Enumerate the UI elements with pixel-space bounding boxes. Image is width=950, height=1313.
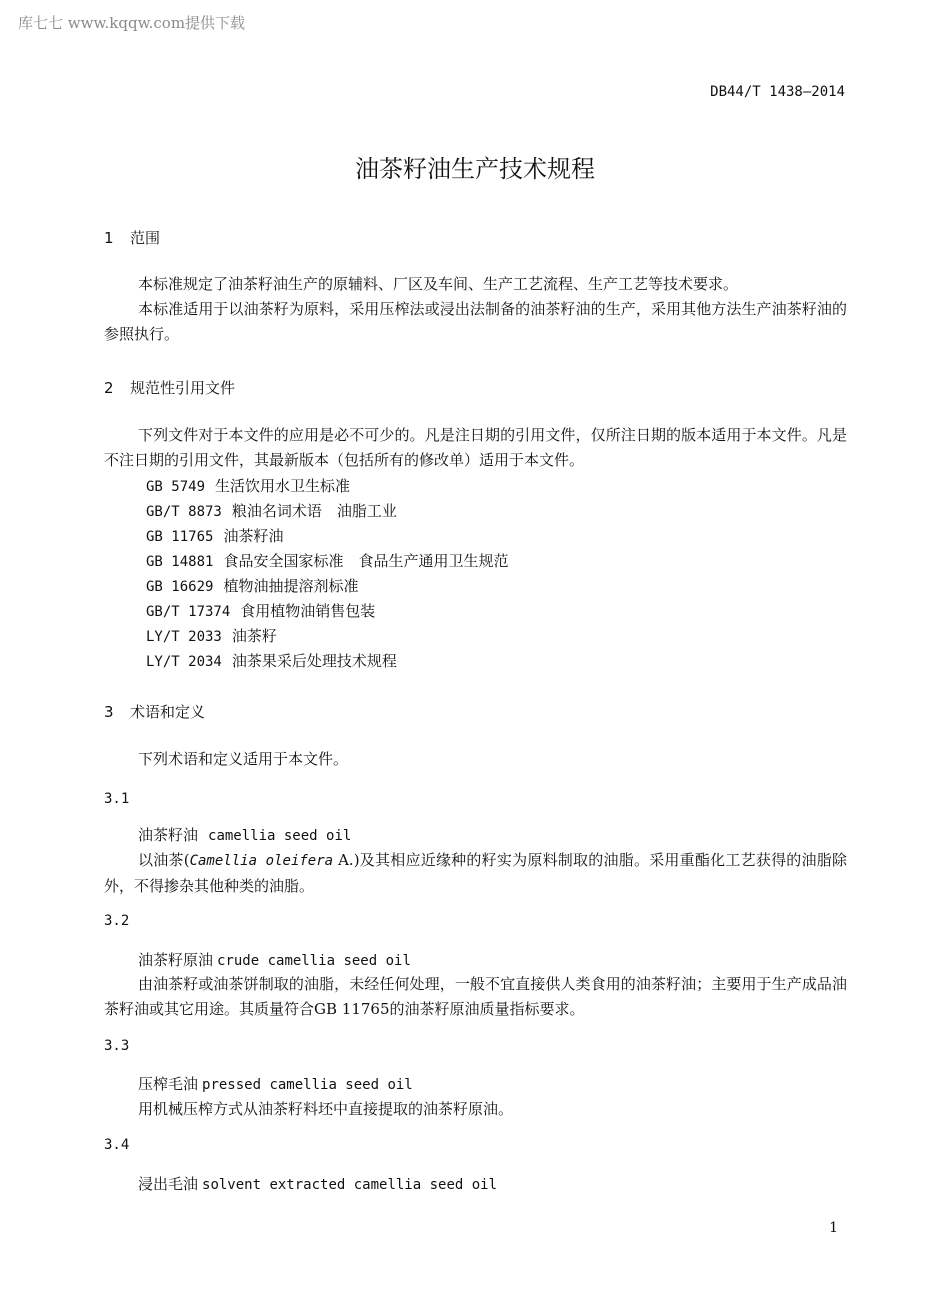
reference-code: GB/T 17374 (146, 604, 231, 620)
definition-text: A.)及其相应近缘种的籽实为原料制取的油脂。采用重酯化工艺获得的油脂除外，不得掺杂其他种类的油脂。 (104, 851, 847, 895)
reference-name: 生活饮用水卫生标准 (215, 477, 351, 495)
definition-text: 以油茶( (138, 851, 190, 869)
term-en: camellia seed oil (208, 828, 352, 844)
reference-code: GB 14881 (146, 554, 214, 570)
reference-item (146, 600, 375, 621)
term-zh: 油茶籽油 (138, 826, 199, 844)
reference-name: 食用植物油销售包装 (240, 602, 376, 620)
term-heading (138, 824, 351, 845)
latin-species-name: Camellia oleifera (189, 853, 334, 869)
reference-code: GB 11765 (146, 529, 214, 545)
term-zh: 油茶籽原油 (138, 951, 214, 969)
reference-item (146, 475, 350, 496)
term-definition: 由油茶籽或油茶饼制取的油脂，未经任何处理，一般不宜直接供人类食用的油茶籽油；主要用于生产成品油茶籽油或其它用途。其质量符合GB 11765的油茶籽原油质量指标要求。 (104, 975, 847, 1018)
reference-code: GB/T 8873 (146, 504, 222, 520)
section-title: 范围 (130, 229, 161, 247)
section-number: 2 (104, 379, 114, 397)
reference-code: LY/T 2033 (146, 629, 222, 645)
term-en: crude camellia seed oil (217, 953, 411, 969)
paragraph: 下列文件对于本文件的应用是必不可少的。凡是注日期的引用文件，仅所注日期的版本适用于本文件。凡是不注日期的引用文件，其最新版本（包括所有的修改单）适用于本文件。 (104, 426, 847, 469)
term-heading (138, 1073, 413, 1094)
section-1-heading (104, 227, 160, 248)
reference-name: 油茶籽 (231, 627, 277, 645)
section-title: 术语和定义 (130, 703, 206, 721)
reference-item (146, 550, 508, 571)
reference-item (146, 525, 283, 546)
section-number: 3 (104, 703, 114, 721)
watermark-text: 库七七 www.kqqw.com提供下载 (18, 14, 246, 32)
reference-item (146, 575, 358, 596)
term-number: 3.2 (104, 913, 130, 929)
document-title: 油茶籽油生产技术规程 (355, 155, 595, 183)
reference-name: 植物油抽提溶剂标准 (223, 577, 359, 595)
reference-item (146, 625, 277, 646)
term-en: solvent extracted camellia seed oil (202, 1177, 498, 1193)
term-number: 3.3 (104, 1038, 130, 1054)
reference-code: LY/T 2034 (146, 654, 222, 670)
section-2-heading (104, 377, 235, 398)
reference-item (146, 500, 397, 521)
term-zh: 浸出毛油 (138, 1175, 199, 1193)
reference-name: 油茶籽油 (223, 527, 284, 545)
term-en: pressed camellia seed oil (202, 1077, 413, 1093)
reference-code: GB 5749 (146, 479, 206, 495)
paragraph: 本标准适用于以油茶籽为原料，采用压榨法或浸出法制备的油茶籽油的生产，采用其他方法生产油茶籽油的参照执行。 (104, 300, 847, 343)
reference-code: GB 16629 (146, 579, 214, 595)
reference-item (146, 650, 397, 671)
term-zh: 压榨毛油 (138, 1075, 199, 1093)
standard-code: DB44/T 1438—2014 (710, 84, 845, 100)
term-heading (138, 1173, 497, 1194)
paragraph: 本标准规定了油茶籽油生产的原辅料、厂区及车间、生产工艺流程、生产工艺等技术要求。 (138, 275, 739, 293)
term-number: 3.1 (104, 791, 130, 807)
reference-name: 粮油名词术语 油脂工业 (231, 502, 397, 520)
section-number: 1 (104, 229, 114, 247)
paragraph: 下列术语和定义适用于本文件。 (138, 750, 349, 768)
term-definition (104, 848, 847, 899)
reference-name: 油茶果采后处理技术规程 (231, 652, 397, 670)
section-title: 规范性引用文件 (130, 379, 236, 397)
page-number: 1 (829, 1220, 838, 1236)
term-number: 3.4 (104, 1137, 130, 1153)
term-definition: 用机械压榨方式从油茶籽料坯中直接提取的油茶籽原油。 (138, 1100, 514, 1118)
term-heading (138, 949, 411, 970)
section-3-heading (104, 701, 205, 722)
reference-name: 食品安全国家标准 食品生产通用卫生规范 (223, 552, 509, 570)
